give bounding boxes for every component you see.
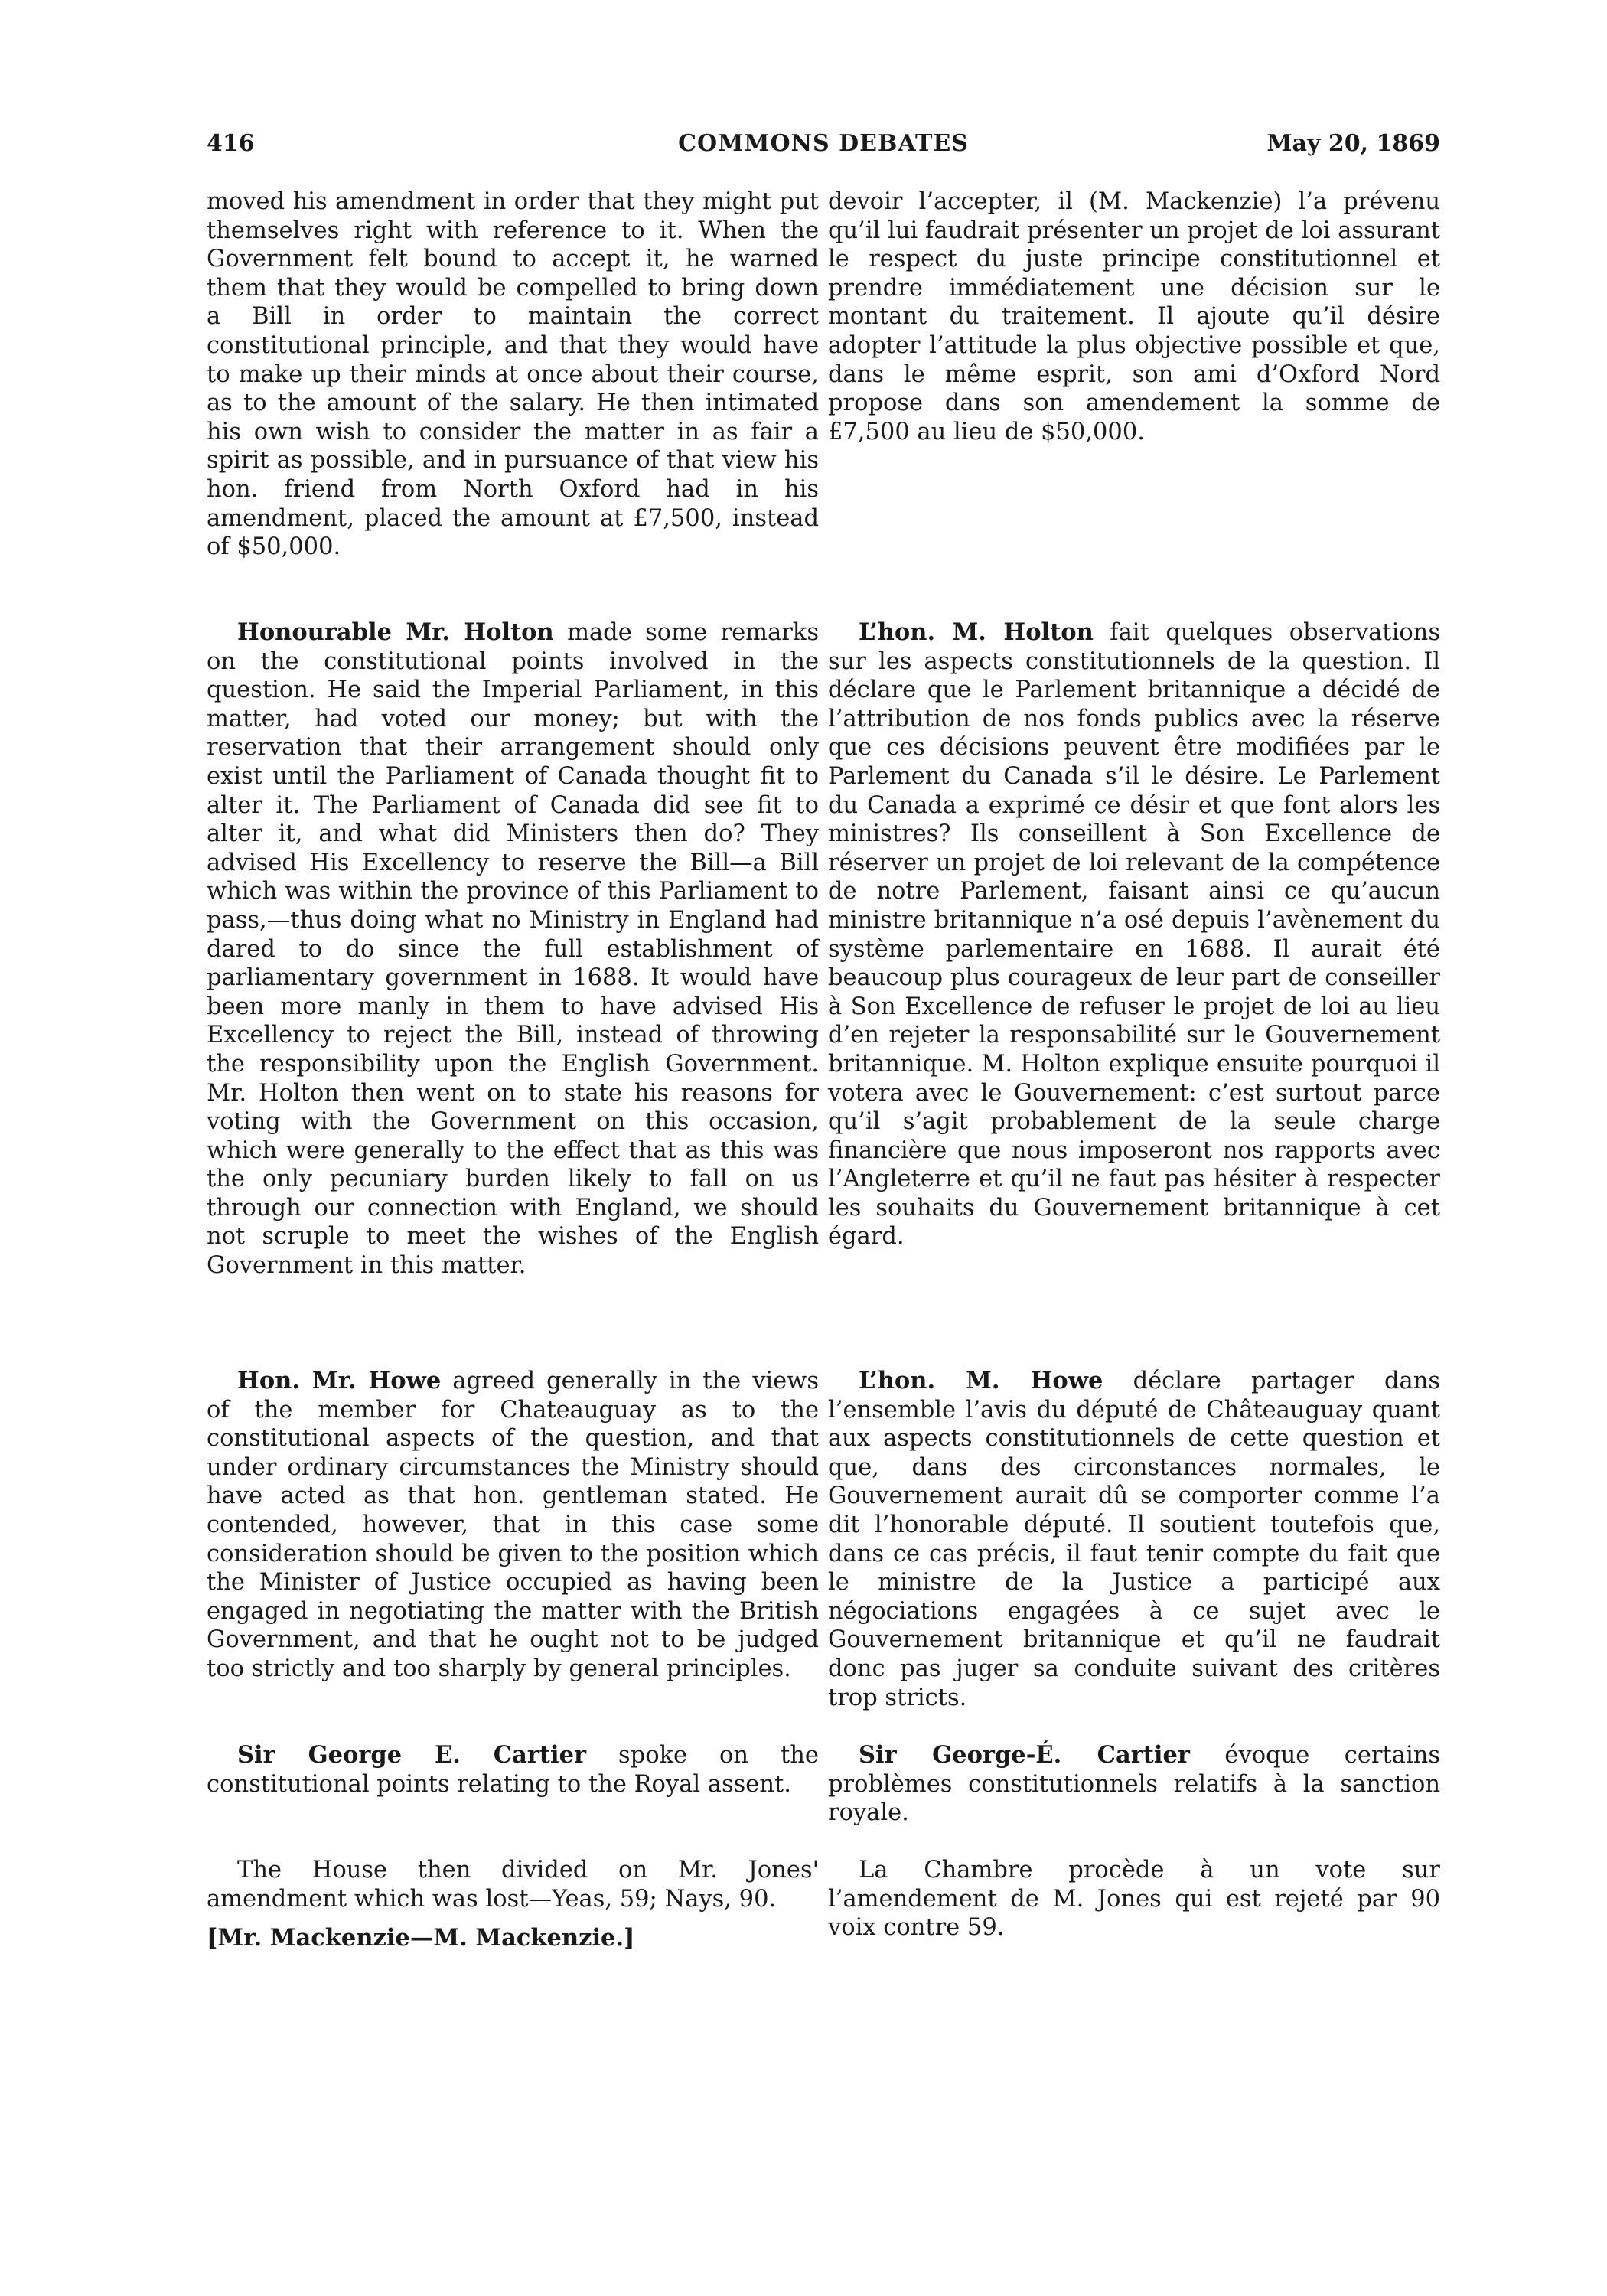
english-paragraph-cartier bbox=[207, 1741, 819, 1799]
speech-text: fait quelques observations sur les aspects constitutionnels de la question. Il déclare que le Parlement britannique a décidé de l’attribution de nos fonds publics avec la réserve que ces décisions peuvent être modifiées par le Parlement du Canada s’il le désire. Le Parlement du Canada a exprimé ce désir et que font alors les ministres? Ils conseillent à Son Excellence de réserver un projet de loi relevant de la compétence de notre Parlement, faisant ainsi ce qu’aucun ministre britannique n’a osé depuis l’avènement du système parlementaire en 1688. Il aurait été beaucoup plus courageux de leur part de conseiller à Son Excellence de refuser le projet de loi au lieu d’en rejeter la responsabilité sur le Gouvernement britannique. M. Holton explique ensuite pourquoi il votera avec le Gouvernement: c’est surtout parce qu’il s’agit probablement de la seule charge financière que nous imposeront nos rapports avec l’Angleterre et qu’il ne faut pas hésiter à respecter les souhaits du Gouvernement britannique à cet égard. bbox=[828, 619, 1440, 1251]
running-head bbox=[207, 129, 1440, 159]
french-paragraph-cartier bbox=[828, 1741, 1440, 1828]
page-number: 416 bbox=[207, 130, 255, 157]
speaker-name: Sir George-É. Cartier bbox=[859, 1741, 1190, 1769]
french-column bbox=[828, 188, 1440, 446]
speaker-name: Honourable Mr. Holton bbox=[237, 618, 554, 646]
french-cartier-block bbox=[828, 1741, 1440, 1828]
english-paragraph-howe bbox=[207, 1367, 819, 1684]
english-howe-block bbox=[207, 1367, 819, 1684]
french-howe-block bbox=[828, 1367, 1440, 1712]
french-paragraph-holton bbox=[828, 618, 1440, 1251]
speaker-name: Sir George E. Cartier bbox=[237, 1741, 587, 1769]
header-date: May 20, 1869 bbox=[1266, 130, 1440, 157]
speaker-name: L’hon. M. Holton bbox=[859, 618, 1094, 646]
french-paragraph-vote: La Chambre procède à un vote sur l’amendement de M. Jones qui est rejeté par 90 voix contre 59. bbox=[828, 1857, 1440, 1942]
speaker-note: [Mr. Mackenzie—M. Mackenzie.] bbox=[207, 1924, 635, 1952]
english-vote-block bbox=[207, 1856, 819, 1953]
speaker-name: Hon. Mr. Howe bbox=[237, 1367, 442, 1394]
french-vote-block bbox=[828, 1856, 1440, 1942]
speech-text: spoke on the constitutional points relating to the Royal assent. bbox=[207, 1742, 819, 1798]
speech-text: agreed generally in the views of the member for Chateauguay as to the constitutional aspects of the question, and that under ordinary circumstances the Ministry should have acted as that hon. gentleman stated. He contended, however, that in this case some consideration should be given to the position which the Minister of Justice occupied as having been engaged in negotiating the matter with the British Government, and that he ought not to be judged too strictly and too sharply by general principles. bbox=[207, 1368, 819, 1682]
english-holton-block bbox=[207, 618, 819, 1280]
header-title: COMMONS DEBATES bbox=[678, 130, 969, 157]
english-paragraph-holton bbox=[207, 618, 819, 1280]
french-holton-block bbox=[828, 618, 1440, 1251]
french-paragraph-1: devoir l’accepter, il (M. Mackenzie) l’a prévenu qu’il lui faudrait présenter un projet de loi assurant le respect du juste principe constitutionnel et prendre immédiatement une décision sur le montant du traitement. Il ajoute qu’il désire adopter l’attitude la plus objective possible et que, dans le même esprit, son ami d’Oxford Nord propose dans son amendement la somme de £7,500 au lieu de $50,000. bbox=[828, 188, 1440, 445]
english-paragraph-vote: The House then divided on Mr. Jones' amendment which was lost—Yeas, 59; Nays, 90. bbox=[207, 1857, 819, 1913]
speech-text: évoque certains problèmes constitutionnels relatifs à la sanction royale. bbox=[828, 1742, 1440, 1827]
english-paragraph-1: moved his amendment in order that they might put themselves right with reference to it. When the Government felt bound to accept it, he warned them that they would be compelled to bring down a Bill in order to maintain the correct constitutional principle, and that they would have to make up their minds at once about their course, as to the amount of the salary. He then intimated his own wish to consider the matter in as fair a spirit as possible, and in pursuance of that view his hon. friend from North Oxford had in his amendment, placed the amount at £7,500, instead of $50,000. bbox=[207, 188, 819, 561]
english-cartier-block bbox=[207, 1741, 819, 1799]
speech-text: déclare partager dans l’ensemble l’avis du député de Châteauguay quant aux aspects constitutionnels de cette question et que, dans des circonstances normales, le Gouvernement aurait dû se comporter comme l’a dit l’honorable député. Il soutient toutefois que, dans ce cas précis, il faut tenir compte du fait que le ministre de la Justice a participé aux négociations engagées à ce sujet avec le Gouvernement britannique et qu’il ne faudrait donc pas juger sa conduite suivant des critères trop stricts. bbox=[828, 1368, 1440, 1711]
speech-text: made some remarks on the constitutional points involved in the question. He said the Imperial Parliament, in this matter, had voted our money; but with the reservation that their arrangement should only exist until the Parliament of Canada thought fit to alter it. The Parliament of Canada did see fit to alter it, and what did Ministers then do? They advised His Excellency to reserve the Bill—a Bill which was within the province of this Parliament to pass,—thus doing what no Ministry in England had dared to do since the full establishment of parliamentary government in 1688. It would have been more manly in them to have advised His Excellency to reject the Bill, instead of throwing the responsibility upon the English Government. Mr. Holton then went on to state his reasons for voting with the Government on this occasion, which were generally to the effect that as this was the only pecuniary burden likely to fall on us through our connection with England, we should not scruple to meet the wishes of the English Government in this matter. bbox=[207, 619, 819, 1280]
speaker-name: L’hon. M. Howe bbox=[859, 1367, 1103, 1394]
english-column bbox=[207, 188, 819, 562]
french-paragraph-howe bbox=[828, 1367, 1440, 1712]
